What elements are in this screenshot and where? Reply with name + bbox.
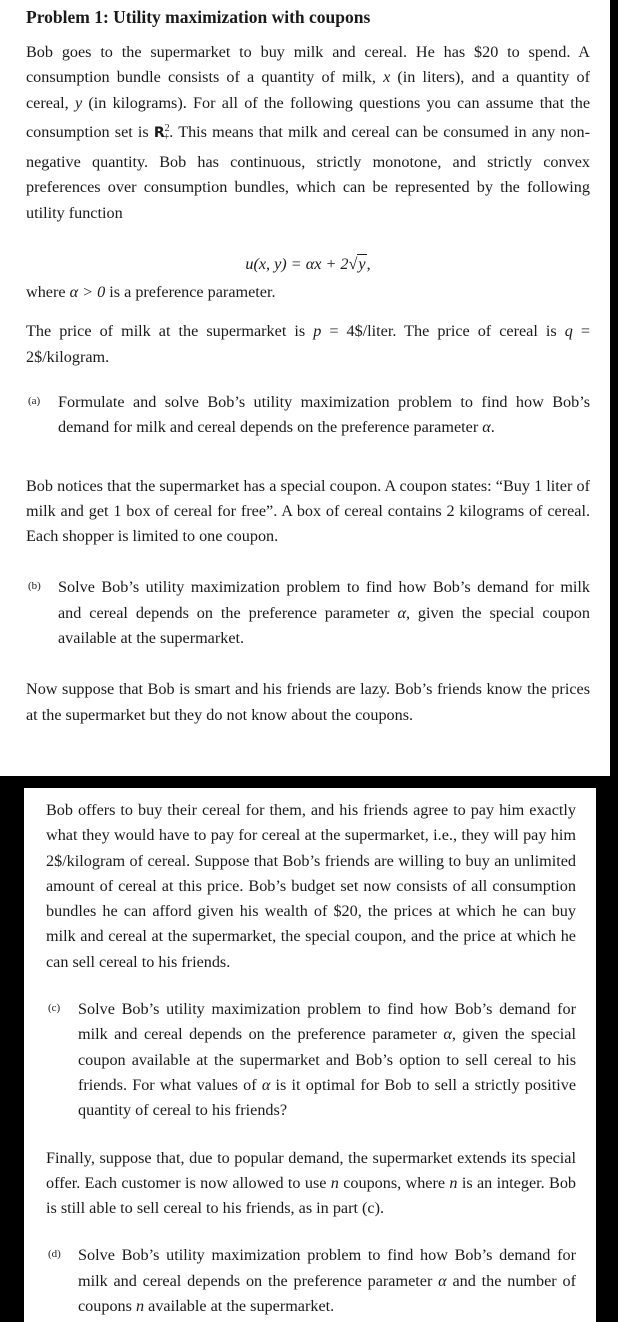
question-a (26, 390, 590, 441)
question-b-text: Solve Bob’s utility maximization problem to find how Bob’s demand for milk and cereal depends on the preference parameter α, given the special coupon available at the supermarket. (58, 578, 590, 648)
offer-paragraph: Bob offers to buy their cereal for them, and his friends agree to pay him exactly what they would have to pay for cereal at the supermarket, i.e., they will pay him 2$/kilogram of cereal. Suppose that Bob’s friends are willing to buy an unlimited amount of cereal at this price. Bob’s budget set now consists of all consumption bundles he can afford given his wealth of $20, the prices at which he can buy milk and cereal at the supermarket, the special coupon, and the price at which he can sell cereal to his friends. (46, 801, 576, 971)
intro-paragraph: Bob goes to the supermarket to buy milk and cereal. He has $20 to spend. A consumption bundle consists of a quantity of milk, x (in liters), and a quantity of cereal, y (in kilograms). For all of the following questions you can assume that the consumption set is $R^2_+$. This means that milk and cereal can be consumed in any non-negative quantity. Bob has continuous, strictly monotone, and strictly convex preferences over consumption bundles, which can be represented by the following utility function (26, 43, 591, 222)
section-title: Problem 1: Utility maximization with coupons (26, 7, 371, 27)
question-b (26, 575, 590, 651)
question-d (46, 1243, 576, 1319)
parameter-line: where α > 0 is a preference parameter. (26, 283, 276, 302)
prices-paragraph: The price of milk at the supermarket is p = 4$/liter. The price of cereal is q = 2$/kilogram. (26, 322, 590, 366)
question-c-label: (c) (48, 1002, 61, 1015)
friends-paragraph: Now suppose that Bob is smart and his friends are lazy. Bob’s friends know the prices at the supermarket but they do not know about the coupons. (26, 680, 590, 724)
question-c-text: Solve Bob’s utility maximization problem to find how Bob’s demand for milk and cereal depends on the preference parameter α, given the special coupon available at the supermarket and Bob’s option to sell cereal to his friends. For what values of α is it optimal for Bob to sell a strictly positive quantity of cereal to his friends? (78, 1000, 577, 1120)
question-a-text: Formulate and solve Bob’s utility maximization problem to find how Bob’s demand for milk and cereal depends on the preference parameter α. (58, 392, 590, 437)
page-bottom-panel (24, 788, 596, 1322)
finally-paragraph: Finally, suppose that, due to popular demand, the supermarket extends its special offer. Each customer is now allowed to use n coupons, where n is an integer. Bob is still able to sell cereal to his friends, as in part (c). (46, 1148, 577, 1218)
question-c (46, 997, 576, 1123)
question-b-label: (b) (28, 580, 41, 593)
coupon-paragraph: Bob notices that the supermarket has a special coupon. A coupon states: “Buy 1 liter of milk and get 1 box of cereal for free”. A box of cereal contains 2 kilograms of cereal. Each shopper is limited to one coupon. (26, 476, 590, 546)
question-a-label: (a) (28, 394, 41, 407)
utility-equation: u(x, y) = αx + 2√y, (245, 255, 371, 274)
question-d-label: (d) (48, 1248, 61, 1261)
question-d-text: Solve Bob’s utility maximization problem to find how Bob’s demand for milk and cereal depends on the preference parameter α and the number of coupons n available at the supermarket. (78, 1246, 576, 1316)
